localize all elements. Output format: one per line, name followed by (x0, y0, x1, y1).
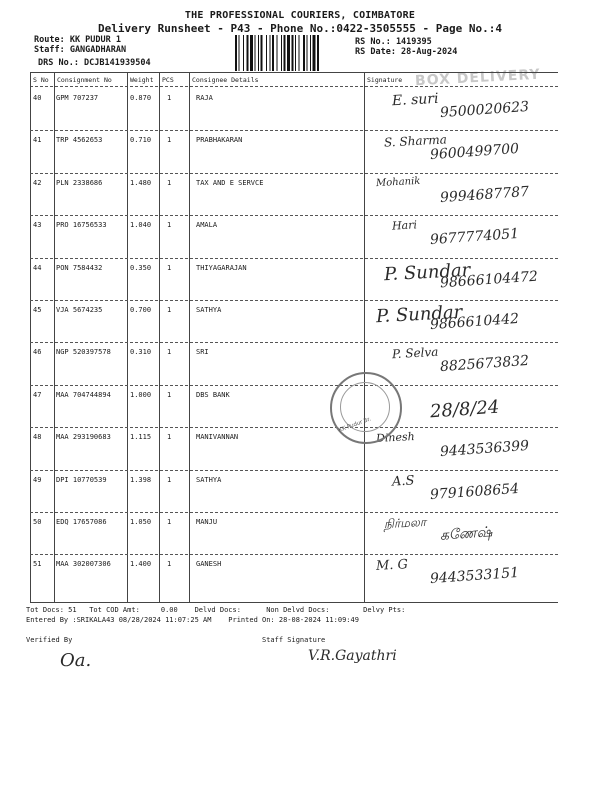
totals-line: Tot Docs: 51 Tot COD Amt: 0.00 Delvd Docs: Non Delvd Docs: Delvy Pts: (26, 606, 406, 614)
row-consignee: DBS BANK (196, 390, 230, 399)
row-divider (30, 470, 558, 471)
entered-by-line: Entered By :SRIKALA43 08/28/2024 11:07:25 AM Printed On: 28-08-2024 11:09:49 (26, 616, 359, 624)
barcode-bar (287, 35, 290, 71)
col-divider (159, 72, 160, 602)
barcode-bar (255, 35, 256, 71)
col-header-signature: Signature (367, 76, 403, 84)
row-consignee: RAJA (196, 94, 213, 102)
row-consignee: SATHYA (196, 306, 222, 314)
row-consignment-no: VJA 5674235 (56, 306, 103, 314)
col-divider (127, 72, 128, 602)
runsheet-subtitle: Delivery Runsheet - P43 - Phone No.:0422-3505555 - Page No.:4 (98, 22, 502, 35)
row-pcs: 1 (167, 178, 172, 187)
row-sno: 51 (33, 560, 42, 569)
row-consignment-no: MAA 293190683 (56, 433, 111, 442)
row-consignee: AMALA (196, 221, 218, 230)
row-sno: 45 (33, 306, 42, 314)
row-divider (30, 300, 558, 301)
row-divider (30, 427, 558, 428)
row-divider (30, 258, 558, 259)
row-sno: 44 (33, 263, 42, 272)
row-pcs: 1 (167, 221, 172, 230)
col-divider (54, 72, 55, 602)
staff-signature-label: Staff Signature (262, 636, 326, 644)
row-sno: 49 (33, 475, 42, 484)
row-weight: 0.710 (130, 136, 152, 145)
row-consignee: MANIVANNAN (196, 433, 239, 442)
row-divider (30, 130, 558, 131)
col-divider (189, 72, 190, 602)
row-phone: 9994687787 (439, 183, 530, 206)
row-signature: P. Selva (391, 345, 439, 362)
table-bottom-border (30, 602, 558, 603)
route-label: Route: KK PUDUR 1 (34, 35, 121, 45)
barcode-bar (250, 35, 253, 71)
row-sno: 47 (33, 390, 42, 399)
row-weight: 1.040 (130, 221, 152, 230)
row-signature: நிர்மலா (383, 514, 427, 532)
row-consignee: SATHYA (196, 475, 222, 484)
row-divider (30, 173, 558, 174)
barcode-bar (261, 35, 263, 71)
col-header-pcs: PCS (162, 76, 174, 84)
drs-number: DRS No.: DCJB141939504 (38, 58, 151, 68)
barcode-bar (258, 35, 259, 71)
row-weight: 0.310 (130, 348, 152, 357)
barcode-bar (307, 35, 308, 71)
col-header-consignee: Consignee Details (192, 76, 259, 84)
barcode-bar (313, 35, 316, 71)
row-signature: A.S (391, 473, 415, 490)
table-top-border (30, 72, 558, 73)
barcode-bar (281, 35, 282, 71)
row-signature: Mohanik (375, 175, 421, 189)
row-signature: E. suri (391, 90, 439, 110)
row-weight: 1.115 (130, 433, 152, 442)
row-consignment-no: MAA 704744894 (56, 390, 111, 399)
row-consignee: GANESH (196, 560, 222, 569)
row-pcs: 1 (167, 518, 172, 526)
row-pcs: 1 (167, 348, 172, 357)
barcode (235, 35, 347, 71)
company-title: THE PROFESSIONAL COURIERS, COIMBATORE (184, 10, 416, 21)
row-consignment-no: TRP 4562653 (56, 136, 103, 145)
row-divider (30, 554, 558, 555)
row-weight: 1.050 (130, 518, 152, 526)
row-divider (30, 215, 558, 216)
rs-date: RS Date: 28-Aug-2024 (355, 47, 458, 57)
row-weight: 1.480 (130, 178, 152, 187)
barcode-bar (239, 35, 240, 71)
row-consignee: MANJU (196, 518, 218, 526)
row-phone: 98666104472 (439, 268, 539, 291)
row-sno: 40 (33, 94, 42, 102)
header-divider (30, 86, 558, 87)
col-header-weight: Weight (130, 76, 154, 84)
row-pcs: 1 (167, 390, 172, 399)
row-sno: 46 (33, 348, 42, 357)
barcode-bar (277, 35, 278, 71)
row-weight: 1.400 (130, 560, 152, 569)
row-sno: 48 (33, 433, 42, 442)
barcode-bar (295, 35, 296, 71)
row-consignee: PRABHAKARAN (196, 136, 243, 145)
row-consignment-no: PLN 2338686 (56, 178, 103, 187)
row-phone: 8825673832 (439, 353, 530, 376)
row-signature: Dinesh (375, 430, 415, 446)
col-divider (30, 72, 31, 602)
box-delivery-stamp: BOX DELIVERY (414, 66, 541, 90)
row-sno: 42 (33, 178, 42, 187)
barcode-bar (272, 35, 274, 71)
row-consignment-no: PON 7584432 (56, 263, 103, 272)
row-signature: S. Sharma (383, 132, 448, 151)
row-phone: கணேஷ் (439, 524, 493, 544)
row-phone: 9791608654 (429, 480, 520, 503)
row-pcs: 1 (167, 263, 172, 272)
row-pcs: 1 (167, 433, 172, 442)
row-weight: 0.700 (130, 306, 152, 314)
row-signature: P. Sundar (375, 301, 463, 328)
row-phone: 9866610442 (429, 310, 520, 334)
barcode-bar (235, 35, 237, 71)
row-pcs: 1 (167, 136, 172, 145)
row-phone: 9600499700 (429, 141, 520, 164)
row-consignment-no: EDQ 17657086 (56, 518, 107, 526)
row-pcs: 1 (167, 475, 172, 484)
barcode-bar (270, 35, 271, 71)
row-consignment-no: DPI 10770539 (56, 475, 107, 484)
row-phone: 9677774051 (429, 226, 520, 249)
row-consignee: TAX AND E SERVCE (196, 178, 264, 187)
row-divider (30, 512, 558, 513)
row-divider (30, 342, 558, 343)
barcode-bar (303, 35, 305, 71)
row-sno: 41 (33, 136, 42, 145)
barcode-bar (299, 35, 300, 71)
row-consignee: THIYAGARAJAN (196, 263, 247, 272)
col-header-sno: S No (33, 76, 49, 84)
row-weight: 0.870 (130, 94, 152, 102)
row-weight: 1.398 (130, 475, 152, 484)
row-weight: 0.350 (130, 263, 152, 272)
row-phone: 9443536399 (439, 438, 530, 461)
barcode-bar (247, 35, 249, 71)
col-header-consignment: Consignment No (57, 76, 112, 84)
row-consignment-no: MAA 302007306 (56, 560, 111, 569)
rs-number: RS No.: 1419395 (355, 37, 432, 47)
row-phone: 9443533151 (429, 565, 520, 588)
seal-text: KK Pudur Br. (337, 416, 372, 434)
barcode-bar (284, 35, 286, 71)
staff-label: Staff: GANGADHARAN (34, 45, 127, 55)
barcode-bar (310, 35, 311, 71)
row-pcs: 1 (167, 94, 172, 102)
barcode-bar (292, 35, 294, 71)
row-weight: 1.000 (130, 390, 152, 399)
row-sno: 50 (33, 518, 42, 526)
row-consignment-no: GPM 707237 (56, 94, 99, 102)
row-pcs: 1 (167, 306, 172, 314)
row-phone: 28/8/24 (429, 396, 501, 423)
col-divider (364, 72, 365, 602)
row-signature: P. Sundar (383, 259, 471, 285)
verified-signature: Oa. (60, 650, 92, 671)
row-signature: Hari (391, 218, 418, 233)
staff-signature: V.R.Gayathri (308, 648, 397, 664)
row-phone: 9500020623 (439, 98, 530, 122)
barcode-bar (266, 35, 267, 71)
row-consignment-no: PRO 16756533 (56, 221, 107, 230)
verified-by-label: Verified By (26, 636, 73, 644)
barcode-bar (317, 35, 319, 71)
row-signature: M. G (375, 557, 409, 575)
row-sno: 43 (33, 221, 42, 230)
row-consignee: SRI (196, 348, 209, 357)
row-divider (30, 385, 558, 386)
row-consignment-no: NGP 520397578 (56, 348, 111, 357)
barcode-bar (243, 35, 244, 71)
row-pcs: 1 (167, 560, 172, 569)
